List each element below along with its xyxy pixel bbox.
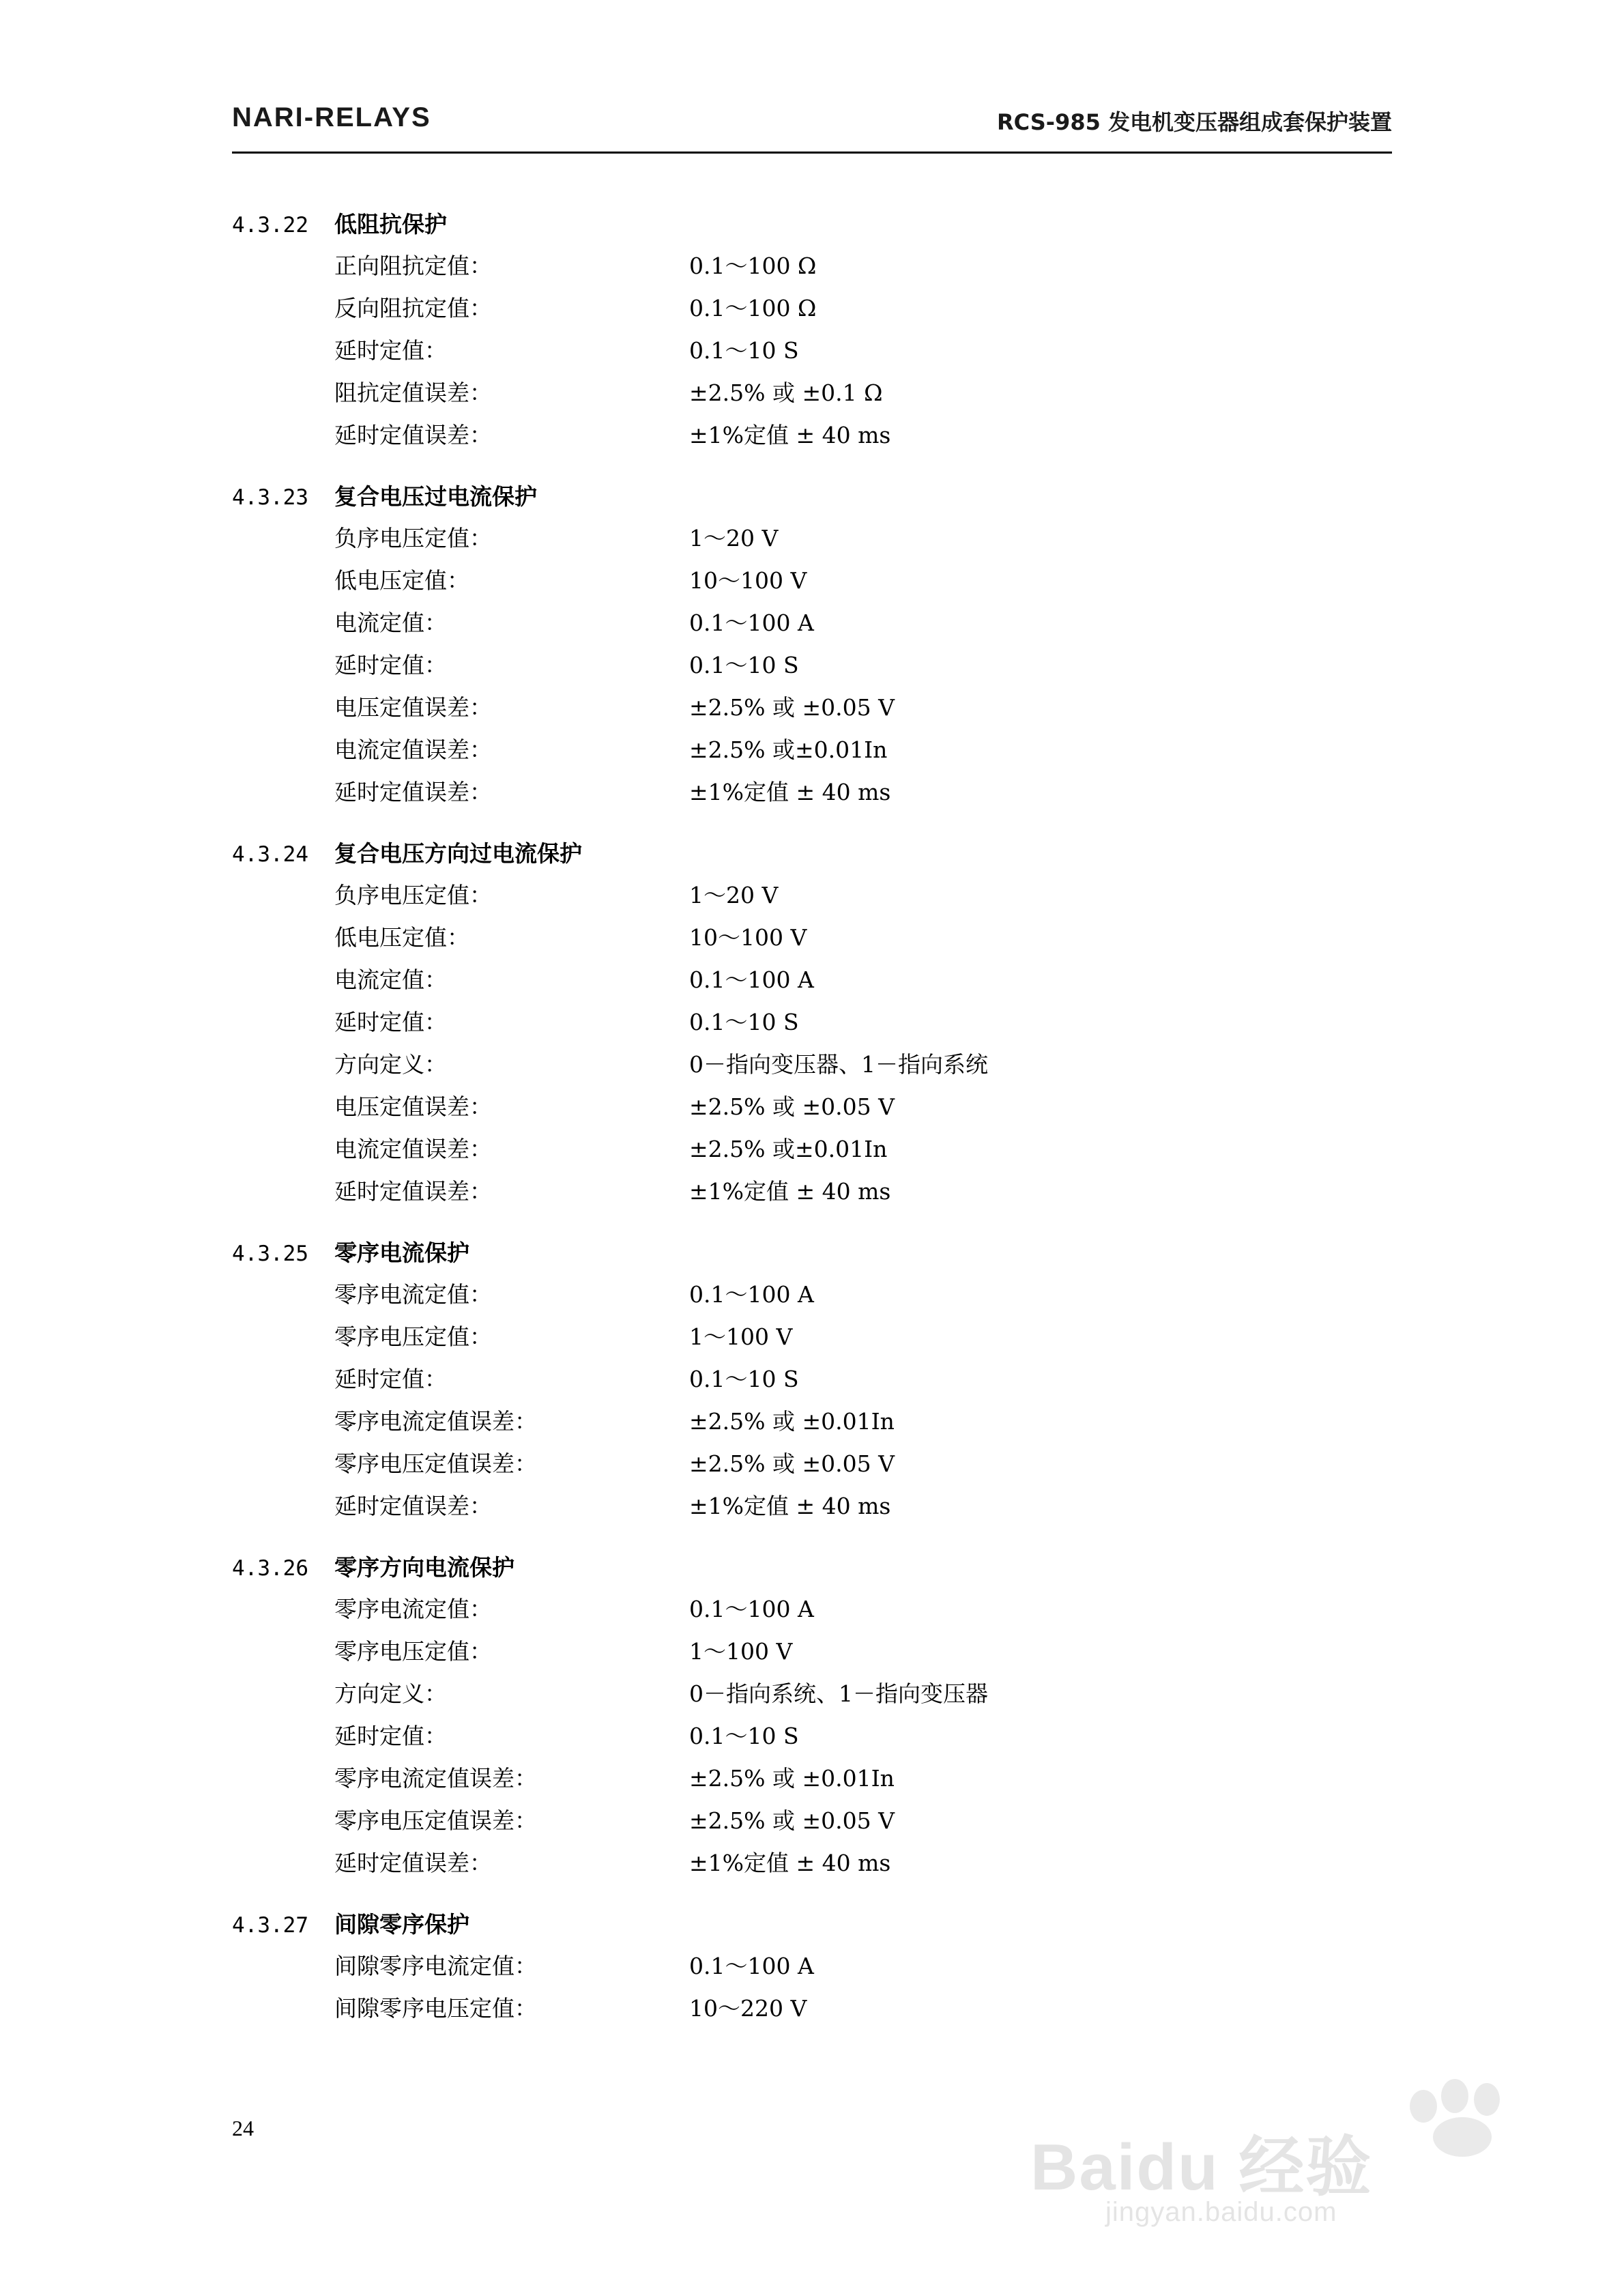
parameter-value: 10～220 V <box>689 1995 807 2022</box>
parameter-value: 10～100 V <box>689 924 807 951</box>
parameter-row <box>334 1132 1419 1174</box>
parameter-label: 阻抗定值误差： <box>334 379 492 406</box>
section-title: 低阻抗保护 <box>334 211 447 238</box>
parameter-label: 延时定值误差： <box>334 422 492 448</box>
parameter-label: 反向阻抗定值： <box>334 295 492 321</box>
section-number: 4.3.24 <box>232 842 308 867</box>
parameter-row <box>334 1949 1419 1991</box>
parameter-row <box>334 1634 1419 1676</box>
parameter-label: 延时定值： <box>334 1366 447 1392</box>
parameter-value: ±2.5% 或 ±0.01In <box>689 1765 895 1792</box>
parameter-label: 方向定义： <box>334 1680 447 1707</box>
parameter-label: 正向阻抗定值： <box>334 253 492 279</box>
section-heading <box>232 1907 1419 1939</box>
document-section <box>232 1550 1419 1888</box>
parameter-row <box>334 1846 1419 1888</box>
parameter-label: 延时定值： <box>334 652 447 678</box>
parameter-row <box>334 1761 1419 1803</box>
document-section <box>232 479 1419 817</box>
watermark <box>989 2078 1522 2248</box>
parameter-row <box>334 291 1419 333</box>
parameter-row <box>334 878 1419 920</box>
watermark-sub-text: jingyan.baidu.com <box>1105 2197 1337 2227</box>
parameter-label: 电流定值误差： <box>334 1136 492 1162</box>
parameter-value: ±1%定值 ± 40 ms <box>689 1493 891 1519</box>
parameter-value: ±2.5% 或 ±0.05 V <box>689 1807 895 1834</box>
parameter-label: 零序电压定值： <box>334 1323 492 1350</box>
parameter-value: 0.1～100 Ω <box>689 253 817 279</box>
parameter-value: 0－指向系统、1－指向变压器 <box>689 1680 988 1707</box>
section-title: 零序方向电流保护 <box>334 1554 514 1581</box>
section-number: 4.3.23 <box>232 485 308 510</box>
parameter-label: 零序电流定值： <box>334 1281 492 1308</box>
parameter-row <box>334 563 1419 605</box>
parameter-label: 零序电压定值： <box>334 1638 492 1665</box>
parameter-value: ±2.5% 或 ±0.05 V <box>689 1450 895 1477</box>
paw-print-icon <box>1406 2078 1522 2159</box>
parameter-value: 0.1～10 S <box>689 337 799 364</box>
section-heading <box>232 1235 1419 1267</box>
parameter-row <box>334 920 1419 962</box>
parameter-row <box>334 1991 1419 2033</box>
section-heading <box>232 479 1419 511</box>
parameter-value: 0.1～10 S <box>689 652 799 678</box>
section-title: 复合电压过电流保护 <box>334 483 537 510</box>
parameter-row <box>334 605 1419 648</box>
parameter-row <box>334 521 1419 563</box>
parameter-label: 延时定值： <box>334 1009 447 1035</box>
parameter-value: 1～20 V <box>689 525 779 551</box>
parameter-label: 延时定值： <box>334 1723 447 1749</box>
parameter-label: 负序电压定值： <box>334 525 492 551</box>
parameter-value: 0.1～10 S <box>689 1009 799 1035</box>
section-number: 4.3.25 <box>232 1242 308 1266</box>
parameter-value: 0.1～100 A <box>689 1953 814 1979</box>
parameter-label: 方向定义： <box>334 1051 447 1078</box>
parameter-value: 0－指向变压器、1－指向系统 <box>689 1051 988 1078</box>
section-heading <box>232 207 1419 239</box>
parameter-label: 延时定值误差： <box>334 1178 492 1205</box>
document-section <box>232 836 1419 1216</box>
section-number: 4.3.22 <box>232 213 308 238</box>
parameter-value: 10～100 V <box>689 567 807 594</box>
parameter-value: 0.1～100 A <box>689 966 814 993</box>
parameter-row <box>334 1047 1419 1089</box>
parameter-row <box>334 1676 1419 1719</box>
parameter-label: 延时定值： <box>334 337 447 364</box>
parameter-value: 0.1～100 A <box>689 609 814 636</box>
parameter-value: ±1%定值 ± 40 ms <box>689 1178 891 1205</box>
parameter-label: 延时定值误差： <box>334 1493 492 1519</box>
parameter-list <box>334 878 1419 1216</box>
parameter-label: 间隙零序电流定值： <box>334 1953 537 1979</box>
parameter-row <box>334 418 1419 460</box>
parameter-row <box>334 1362 1419 1404</box>
parameter-list <box>334 1277 1419 1531</box>
parameter-row <box>334 1489 1419 1531</box>
parameter-label: 零序电压定值误差： <box>334 1450 537 1477</box>
section-heading <box>232 836 1419 868</box>
parameter-value: 0.1～100 Ω <box>689 295 817 321</box>
parameter-label: 零序电流定值误差： <box>334 1408 537 1435</box>
parameter-label: 低电压定值： <box>334 567 469 594</box>
parameter-label: 负序电压定值： <box>334 882 492 908</box>
parameter-value: ±2.5% 或±0.01In <box>689 1136 888 1162</box>
parameter-list <box>334 521 1419 817</box>
section-number: 4.3.27 <box>232 1913 308 1938</box>
parameter-row <box>334 375 1419 418</box>
document-section <box>232 1907 1419 2033</box>
parameter-row <box>334 1803 1419 1846</box>
parameter-row <box>334 1319 1419 1362</box>
parameter-label: 间隙零序电压定值： <box>334 1995 537 2022</box>
parameter-value: 0.1～100 A <box>689 1281 814 1308</box>
parameter-label: 低电压定值： <box>334 924 469 951</box>
header-divider <box>232 152 1392 154</box>
parameter-row <box>334 1404 1419 1446</box>
parameter-value: 0.1～100 A <box>689 1596 814 1622</box>
parameter-row <box>334 648 1419 690</box>
parameter-label: 零序电流定值误差： <box>334 1765 537 1792</box>
parameter-row <box>334 1005 1419 1047</box>
parameter-value: ±2.5% 或 ±0.05 V <box>689 694 895 721</box>
parameter-row <box>334 690 1419 732</box>
company-logo-text: NARI-RELAYS <box>232 102 431 132</box>
section-number: 4.3.26 <box>232 1556 308 1581</box>
parameter-row <box>334 732 1419 775</box>
parameter-list <box>334 1592 1419 1888</box>
parameter-row <box>334 775 1419 817</box>
parameter-value: 1～100 V <box>689 1638 793 1665</box>
watermark-main-text: Baidu 经验 <box>1030 2131 1373 2204</box>
parameter-row <box>334 962 1419 1005</box>
document-body <box>232 188 1419 2037</box>
parameter-row <box>334 1592 1419 1634</box>
parameter-label: 电流定值： <box>334 966 447 993</box>
parameter-row <box>334 1174 1419 1216</box>
parameter-value: ±1%定值 ± 40 ms <box>689 779 891 805</box>
section-heading <box>232 1550 1419 1582</box>
parameter-value: ±2.5% 或±0.01In <box>689 736 888 763</box>
parameter-value: ±2.5% 或 ±0.01In <box>689 1408 895 1435</box>
parameter-label: 电压定值误差： <box>334 694 492 721</box>
parameter-value: ±1%定值 ± 40 ms <box>689 1850 891 1876</box>
section-title: 零序电流保护 <box>334 1239 469 1266</box>
parameter-label: 电流定值： <box>334 609 447 636</box>
parameter-label: 零序电压定值误差： <box>334 1807 537 1834</box>
document-title: RCS-985 发电机变压器组成套保护装置 <box>997 109 1392 135</box>
parameter-label: 延时定值误差： <box>334 1850 492 1876</box>
parameter-row <box>334 1277 1419 1319</box>
section-title: 复合电压方向过电流保护 <box>334 840 582 867</box>
parameter-value: 1～100 V <box>689 1323 793 1350</box>
document-section <box>232 207 1419 460</box>
parameter-row <box>334 1446 1419 1489</box>
parameter-label: 零序电流定值： <box>334 1596 492 1622</box>
parameter-list <box>334 248 1419 460</box>
page-header <box>232 102 1392 150</box>
parameter-value: ±1%定值 ± 40 ms <box>689 422 891 448</box>
parameter-row <box>334 248 1419 291</box>
parameter-row <box>334 333 1419 375</box>
parameter-value: ±2.5% 或 ±0.05 V <box>689 1093 895 1120</box>
parameter-label: 电流定值误差： <box>334 736 492 763</box>
parameter-value: 1～20 V <box>689 882 779 908</box>
parameter-row <box>334 1719 1419 1761</box>
document-section <box>232 1235 1419 1531</box>
section-title: 间隙零序保护 <box>334 1911 469 1938</box>
parameter-value: 0.1～10 S <box>689 1723 799 1749</box>
parameter-value: ±2.5% 或 ±0.1 Ω <box>689 379 883 406</box>
parameter-row <box>334 1089 1419 1132</box>
parameter-label: 延时定值误差： <box>334 779 492 805</box>
parameter-value: 0.1～10 S <box>689 1366 799 1392</box>
parameter-label: 电压定值误差： <box>334 1093 492 1120</box>
page-number: 24 <box>232 2116 254 2140</box>
parameter-list <box>334 1949 1419 2033</box>
